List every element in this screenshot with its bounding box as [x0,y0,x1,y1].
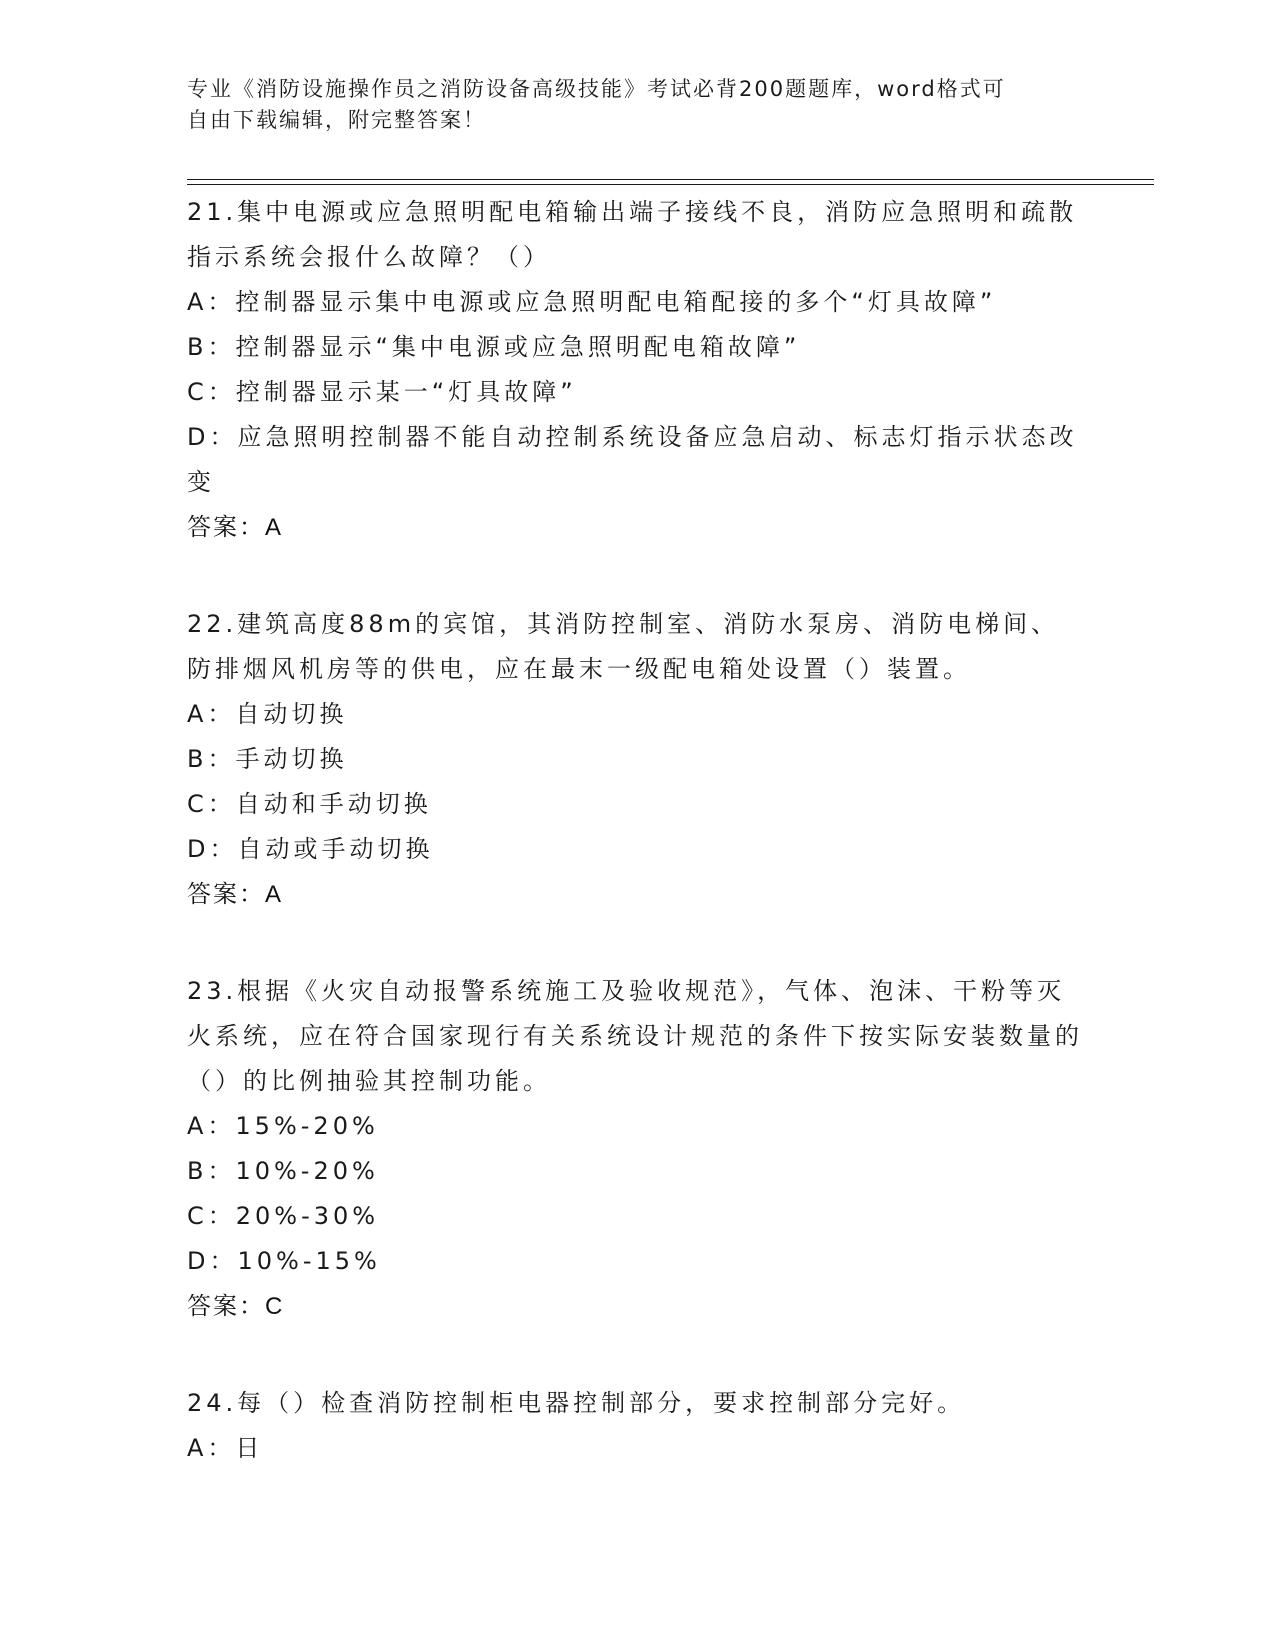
header-divider-top [187,179,1154,180]
header-divider-bottom [187,184,1154,185]
option-b: B：控制器显示“集中电源或应急照明配电箱故障” [187,333,801,361]
question-stem: 24.每（）检查消防控制柜电器控制部分，要求控制部分完好。 [187,1389,966,1417]
option-b: B：手动切换 [187,745,348,773]
question-22 [187,602,1087,917]
question-list [187,190,1087,1523]
option-a: A：自动切换 [187,700,348,728]
answer: 答案：C [187,1293,285,1320]
question-21 [187,190,1087,550]
question-stem: 22.建筑高度88m的宾馆，其消防控制室、消防水泵房、消防电梯间、防排烟风机房等的供电，应在最末一级配电箱处设置（）装置。 [187,610,1060,683]
option-c: C：自动和手动切换 [187,790,432,818]
answer: 答案：A [187,514,284,541]
option-d: D：应急照明控制器不能自动控制系统设备应急启动、标志灯指示状态改变 [187,423,1078,496]
option-d: D：自动或手动切换 [187,835,434,863]
option-a: A：15%-20% [187,1112,379,1140]
option-c: C：20%-30% [187,1202,380,1230]
header-line-2: 自由下载编辑，附完整答案！ [187,108,486,132]
question-stem: 23.根据《火灾自动报警系统施工及验收规范》，气体、泡沫、干粉等灭火系统，应在符合国家现行有关系统设计规范的条件下按实际安装数量的（）的比例抽验其控制功能。 [187,977,1083,1095]
question-23 [187,969,1087,1329]
option-a: A：控制器显示集中电源或应急照明配电箱配接的多个“灯具故障” [187,288,997,316]
option-a: A：日 [187,1434,264,1462]
option-b: B：10%-20% [187,1157,379,1185]
question-24 [187,1381,1087,1471]
option-d: D：10%-15% [187,1247,381,1275]
header-line-1: 专业《消防设施操作员之消防设备高级技能》考试必背200题题库，word格式可 [187,77,1006,101]
option-c: C：控制器显示某一“灯具故障” [187,378,577,406]
answer: 答案：A [187,881,284,908]
document-header [187,74,1087,136]
question-stem: 21.集中电源或应急照明配电箱输出端子接线不良，消防应急照明和疏散指示系统会报什么故障？（） [187,198,1078,271]
